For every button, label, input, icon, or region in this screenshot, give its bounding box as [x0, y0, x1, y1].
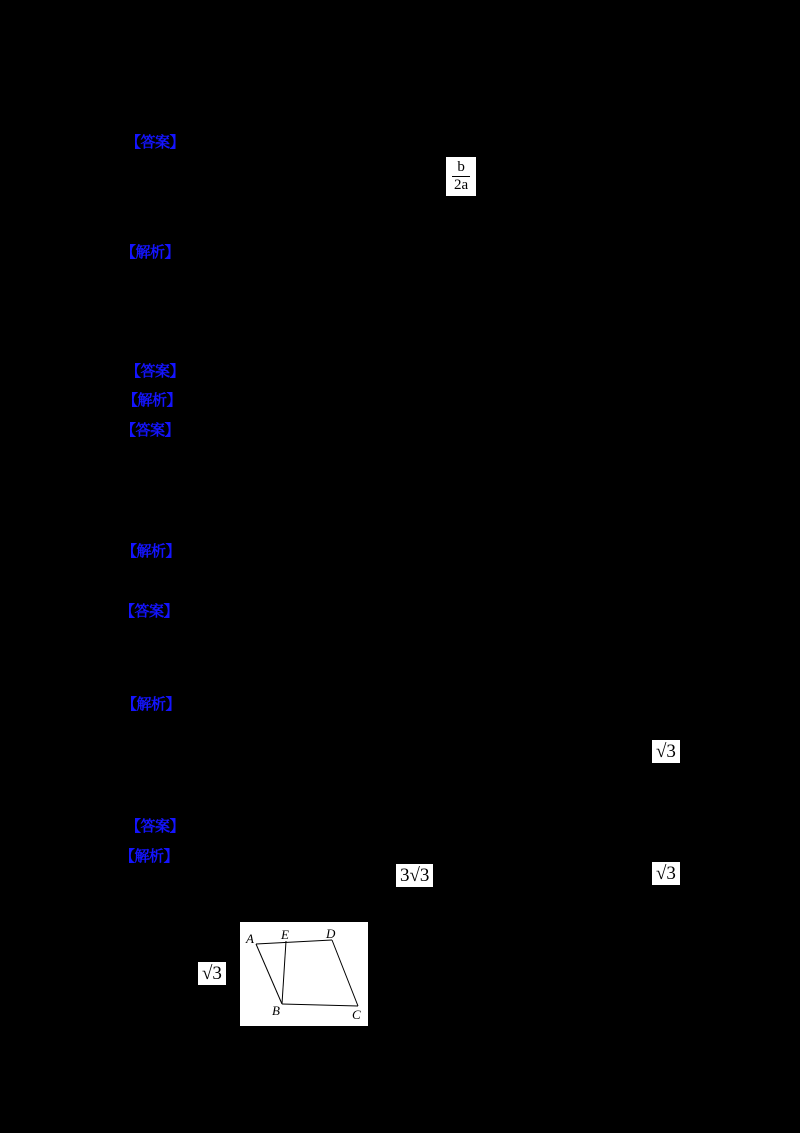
radical-three-right-upper: √3	[652, 740, 680, 763]
edge-CB	[282, 1004, 358, 1006]
analysis-tag: 【解析】	[123, 393, 182, 409]
analysis-tag: 【解析】	[122, 697, 181, 713]
vertex-label-A: A	[246, 931, 254, 946]
answer-tag: 【答案】	[120, 604, 179, 620]
vertex-label-B: B	[272, 1003, 280, 1018]
edge-AD	[256, 940, 332, 944]
edge-DC	[332, 940, 358, 1006]
fraction-b-over-2a	[446, 157, 476, 196]
parallelogram-svg	[240, 922, 368, 1026]
radical-three-times-three: 3√3	[396, 864, 433, 887]
parallelogram-figure	[240, 922, 368, 1026]
answer-tag: 【答案】	[121, 423, 180, 439]
answer-tag: 【答案】	[126, 819, 185, 835]
radical-three-left: √3	[198, 962, 226, 985]
vertex-label-C: C	[352, 1007, 361, 1022]
vertex-label-E: E	[281, 927, 289, 942]
analysis-tag: 【解析】	[121, 245, 180, 261]
fraction-denominator: 2a	[454, 177, 469, 193]
analysis-tag: 【解析】	[122, 544, 181, 560]
answer-tag: 【答案】	[126, 364, 185, 380]
edge-BA	[256, 944, 282, 1004]
edge-EB	[282, 941, 286, 1004]
analysis-tag: 【解析】	[120, 849, 179, 865]
vertex-label-D: D	[326, 926, 336, 941]
radical-three-right-lower: √3	[652, 862, 680, 885]
answer-tag: 【答案】	[126, 135, 185, 151]
parallelogram-edges	[256, 940, 358, 1006]
fraction-numerator: b	[457, 159, 465, 175]
